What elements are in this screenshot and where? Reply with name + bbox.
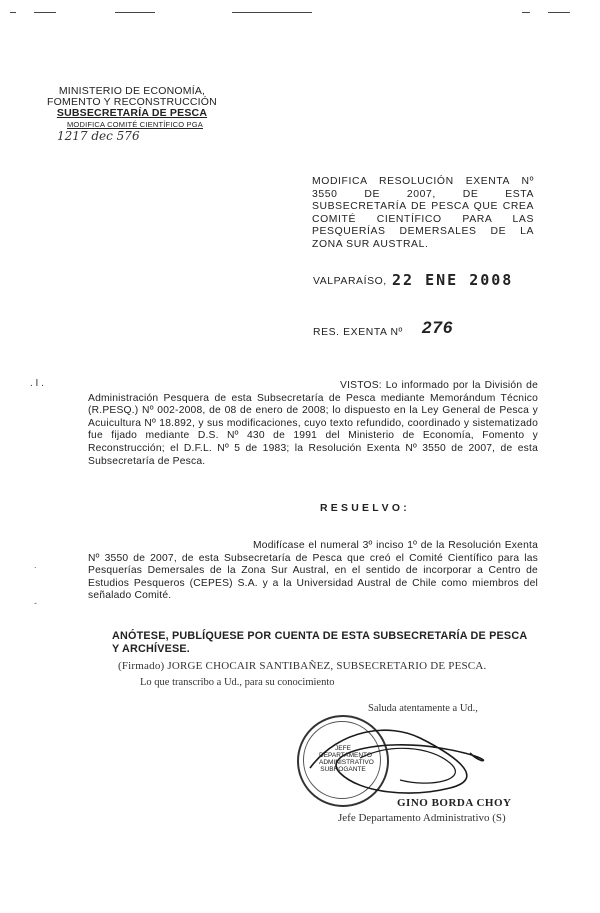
stamp-line: SUBROGANTE bbox=[320, 766, 366, 773]
handwritten-reference: 1217 dec 576 bbox=[57, 129, 140, 143]
date-stamp: 22 ENE 2008 bbox=[392, 271, 514, 289]
resolution-label: RES. EXENTA Nº bbox=[313, 327, 403, 338]
stamp-line: ADMINISTRATIVO bbox=[319, 759, 374, 766]
resuelvo-title: R E S U E L V O : bbox=[320, 503, 407, 514]
margin-mark: . bbox=[34, 560, 37, 570]
subject: MODIFICA RESOLUCIÓN EXENTA Nº 3550 DE 2007, DE ESTA SUBSECRETARÍA DE PESCA QUE CREA COMITÉ CIENTÍFICO PARA LAS PESQUERÍAS DEMERSALES DE LA ZONA SUR AUSTRAL. bbox=[312, 176, 534, 250]
scan-mark bbox=[34, 12, 56, 13]
transcribe-line: Lo que transcribo a Ud., para su conocimiento bbox=[140, 677, 335, 688]
header-subject-short: MODIFICA COMITÉ CIENTÍFICO PGA bbox=[66, 120, 203, 129]
stamp-line: DEPARTAMENTO bbox=[319, 752, 372, 759]
header-subsecretaria: SUBSECRETARÍA DE PESCA bbox=[56, 107, 208, 119]
signature-scribble bbox=[300, 718, 500, 798]
vistos-paragraph: VISTOS: Lo informado por la División de Administración Pesquera de esta Subsecretaría de Pesca mediante Memorándum Técnico (R.PESQ.) Nº 002-2008, de 08 de enero de 2008; lo dispuesto en la Ley General de Pesca y Acuicultura Nº 18.892, y sus modificaciones, cuyo texto refundido, coordinado y sistematizado fue fijado mediante D.S. Nº 430 de 1991 del Ministerio de Economía, Fomento y Reconstrucción; el D.F.L. Nº 5 de 1983; la Resolución Exenta Nº 3550 de 2007, de esta Subsecretaría de Pesca. bbox=[88, 380, 538, 467]
scan-mark bbox=[522, 12, 530, 13]
signed-line: (Firmado) JORGE CHOCAIR SANTIBAÑEZ, SUBSECRETARIO DE PESCA. bbox=[118, 660, 487, 672]
signer-name: GINO BORDA CHOY bbox=[397, 797, 512, 809]
scan-mark bbox=[115, 12, 155, 13]
scan-mark bbox=[232, 12, 312, 13]
scan-mark bbox=[548, 12, 570, 13]
header-ministry-2: FOMENTO Y RECONSTRUCCIÓN bbox=[47, 96, 217, 108]
margin-mark: . I . bbox=[30, 378, 44, 389]
publish-order: ANÓTESE, PUBLÍQUESE POR CUENTA DE ESTA SUBSECRETARÍA DE PESCA Y ARCHÍVESE. bbox=[112, 630, 527, 655]
scan-mark bbox=[10, 12, 16, 13]
margin-mark: - bbox=[34, 598, 37, 608]
stamp-line: JEFE bbox=[335, 745, 351, 752]
saluda-line: Saluda atentamente a Ud., bbox=[368, 703, 478, 714]
signer-title: Jefe Departamento Administrativo (S) bbox=[338, 812, 506, 824]
resolution-number: 276 bbox=[422, 318, 454, 337]
header-ministry: MINISTERIO DE ECONOMÍA, bbox=[58, 85, 206, 97]
resuelvo-body: Modifícase el numeral 3º inciso 1º de la Resolución Exenta Nº 3550 de 2007, de esta Subsecretaría de Pesca que creó el Comité Científico para las Pesquerías Demersales de la Zona Sur Austral, en el sentido de incorporar a Centro de Estudios Pesqueros (CEPES) S.A. y a la Universidad Austral de Chile como miembros del señalado Comité. bbox=[88, 540, 538, 602]
date-place: VALPARAÍSO, bbox=[313, 276, 387, 287]
